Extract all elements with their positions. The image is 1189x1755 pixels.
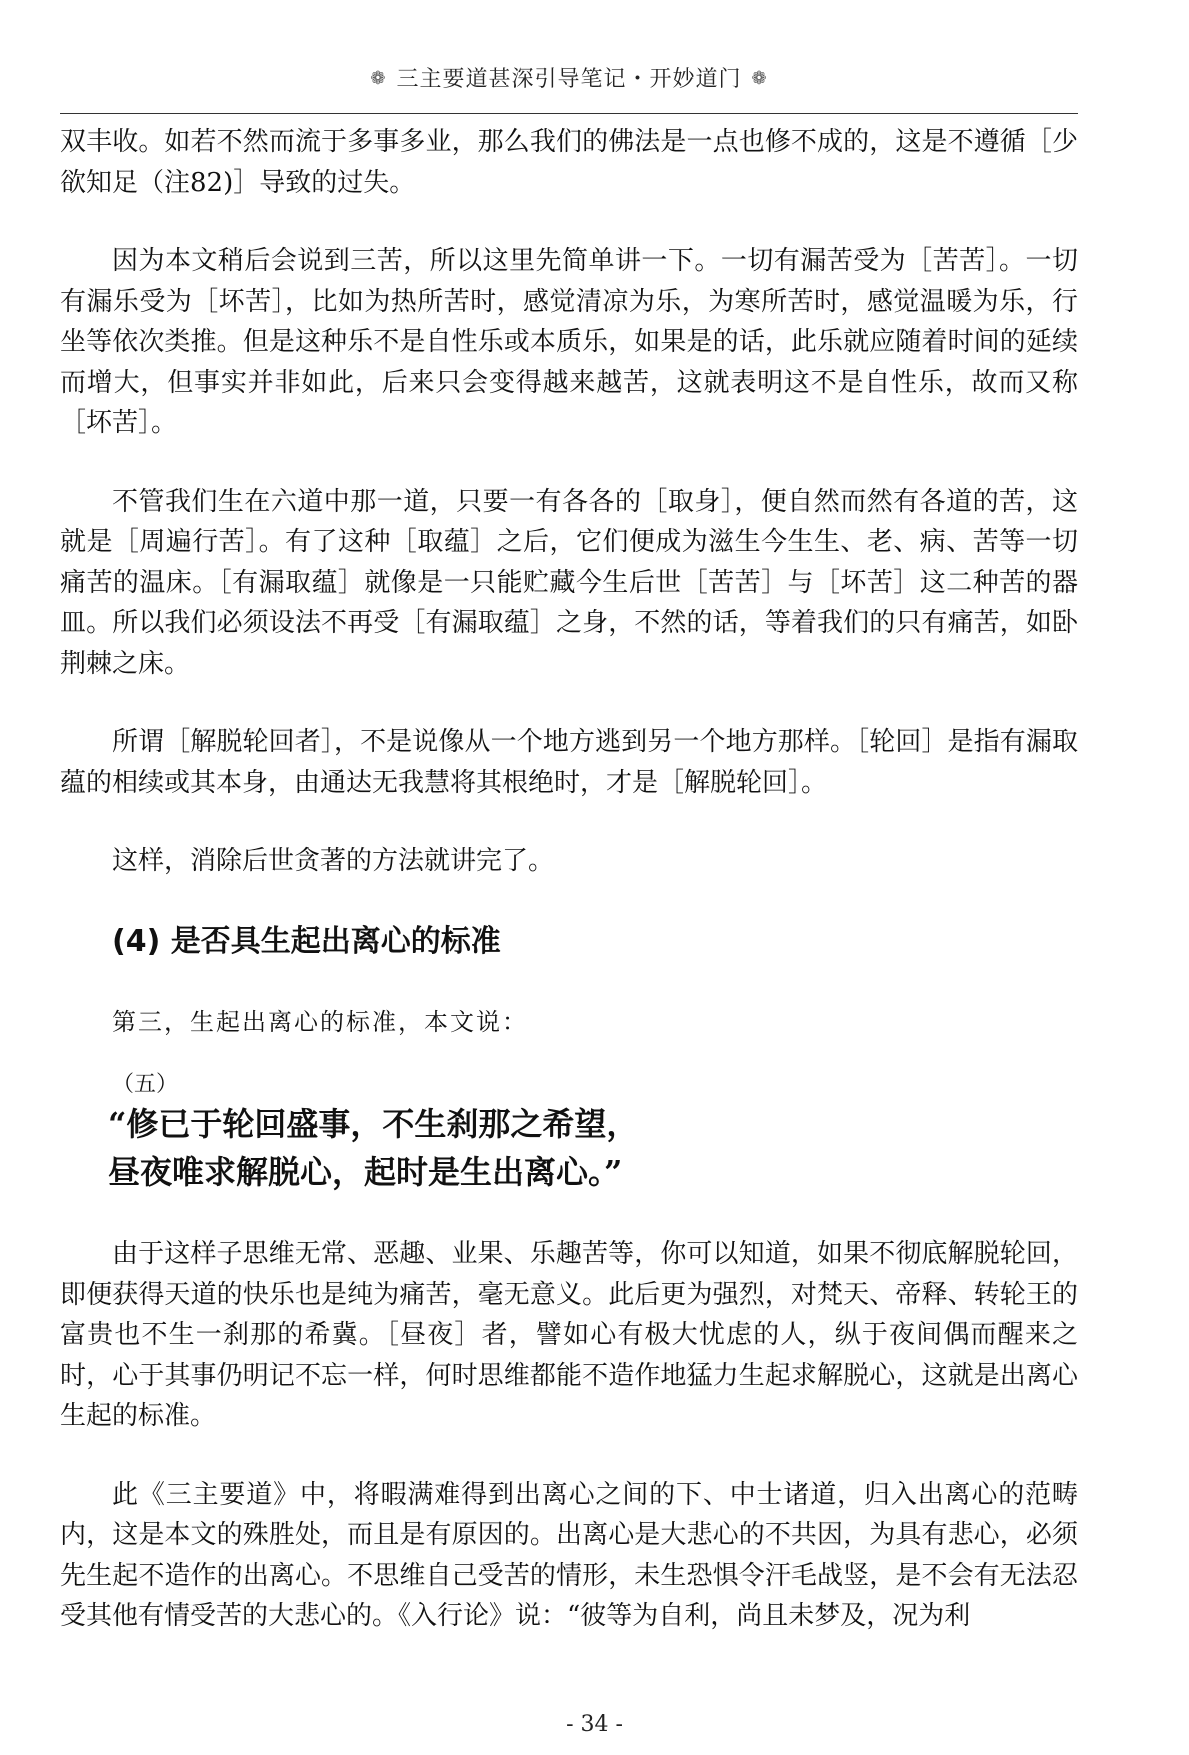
- paragraph-gap: [60, 1196, 1078, 1234]
- paragraph-gap: [60, 882, 1078, 920]
- section-intro: 第三，生起出离心的标准，本文说：: [112, 1007, 528, 1036]
- running-header: [60, 62, 1078, 93]
- paragraph: 这样，消除后世贪著的方法就讲完了。: [112, 846, 555, 876]
- verse-number: （五）: [112, 1072, 179, 1097]
- page-number: - 34 -: [566, 1712, 623, 1737]
- paragraph: 双丰收。如若不然而流于多事多业，那么我们的佛法是一点也修不成的，这是不遵循［少欲知足（注82)］导致的过失。: [60, 127, 1078, 198]
- paragraph-gap: [60, 1042, 1078, 1070]
- header-rule: [60, 113, 1078, 114]
- ornament-left-icon: ❁: [370, 68, 387, 89]
- verse-line: 昼夜唯求解脱心，起时是生出离心。”: [108, 1153, 623, 1191]
- paragraph-gap: [60, 803, 1078, 841]
- paragraph: 所谓［解脱轮回者］，不是说像从一个地方逃到另一个地方那样。［轮回］是指有漏取蕴的相续或其本身，由通达无我慧将其根绝时，才是［解脱轮回］。: [60, 727, 1078, 798]
- page-body: [60, 122, 1078, 1637]
- verse-line: “修已于轮回盛事，不生刹那之希望，: [108, 1105, 639, 1143]
- paragraph-gap: [60, 444, 1078, 482]
- paragraph: 不管我们生在六道中那一道，只要一有各各的［取身］，便自然而然有各道的苦，这就是［周遍行苦］。有了这种［取蕴］之后，它们便成为滋生今生生、老、病、苦等一切痛苦的温床。［有漏取蕴］就像是一只能贮藏今生后世［苦苦］与［坏苦］这二种苦的器皿。所以我们必须设法不再受［有漏取蕴］之身，不然的话，等着我们的只有痛苦，如卧荆棘之床。: [60, 486, 1078, 679]
- paragraph-gap: [60, 1437, 1078, 1475]
- section-heading: (4) 是否具生起出离心的标准: [112, 923, 501, 959]
- paragraph: 由于这样子思维无常、恶趣、业果、乐趣苦等，你可以知道，如果不彻底解脱轮回，即便获得天道的快乐也是纯为痛苦，毫无意义。此后更为强烈，对梵天、帝释、转轮王的富贵也不生一刹那的希冀。［昼夜］者，譬如心有极大忧虑的人，纵于夜间偶而醒来之时，心于其事仍明记不忘一样，何时思维都能不造作地猛力生起求解脱心，这就是出离心生起的标准。: [60, 1239, 1078, 1431]
- paragraph-gap: [60, 203, 1078, 241]
- running-header-title: 三主要道甚深引导笔记・开妙道门: [396, 67, 742, 92]
- paragraph-gap: [60, 964, 1078, 1002]
- paragraph-gap: [60, 684, 1078, 722]
- ornament-right-icon: ❁: [751, 68, 768, 89]
- paragraph: 此《三主要道》中，将暇满难得到出离心之间的下、中士诸道，归入出离心的范畴内，这是本文的殊胜处，而且是有原因的。出离心是大悲心的不共因，为具有悲心，必须先生起不造作的出离心。不思维自己受苦的情形，未生恐惧令汗毛战竖，是不会有无法忍受其他有情受苦的大悲心的。《入行论》说：“彼等为自利，尚且未梦及，况为利: [60, 1479, 1078, 1631]
- paragraph: 因为本文稍后会说到三苦，所以这里先简单讲一下。一切有漏苦受为［苦苦］。一切有漏乐受为［坏苦］，比如为热所苦时，感觉清凉为乐，为寒所苦时，感觉温暖为乐，行坐等依次类推。但是这种乐不是自性乐或本质乐，如果是的话，此乐就应随着时间的延续而增大，但事实并非如此，后来只会变得越来越苦，这就表明这不是自性乐，故而又称［坏苦］。: [60, 246, 1078, 438]
